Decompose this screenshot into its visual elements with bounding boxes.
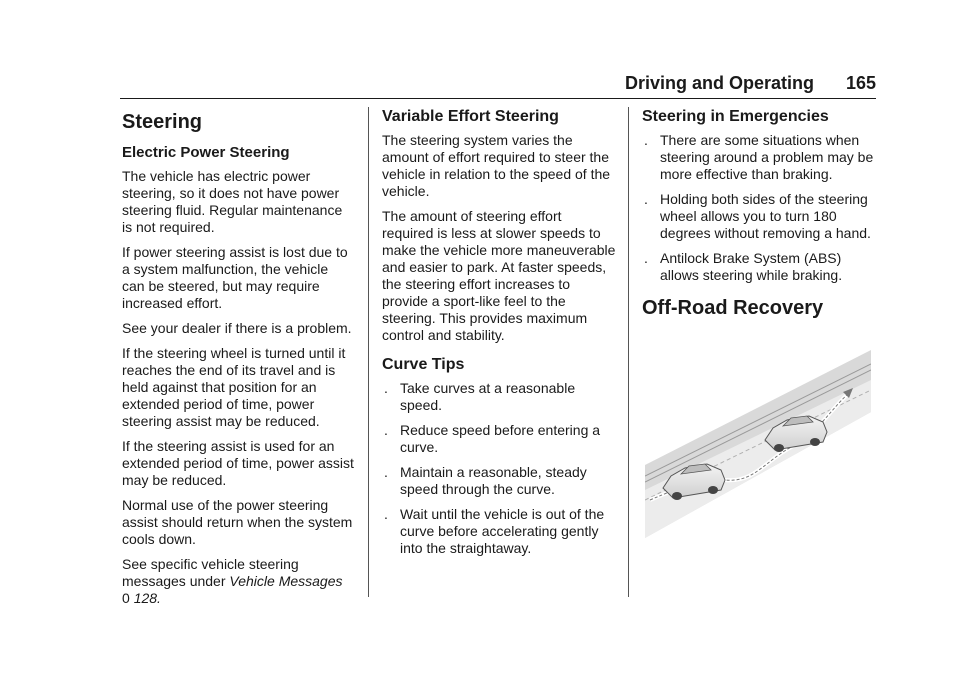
bullet-icon: . xyxy=(384,506,388,522)
column-steering xyxy=(122,108,354,615)
list-item-text: There are some situations when steering around a problem may be more effective than braking. xyxy=(660,132,874,182)
paragraph: The steering system varies the amount of effort required to steer the vehicle in relation to the speed of the vehicle. xyxy=(382,132,611,199)
column-variable-effort xyxy=(382,108,616,565)
xref-page-link[interactable]: 128. xyxy=(133,590,161,606)
page-number: 165 xyxy=(845,73,876,93)
paragraph: If the steering wheel is turned until it reaches the end of its travel and is held against that position for an extended period of time, power steering assist may be reduced. xyxy=(122,345,346,429)
bullet-icon: . xyxy=(384,422,388,438)
off-road-recovery-illustration xyxy=(645,350,871,538)
paragraph: If the steering assist is used for an extended period of time, power assist may be reduced. xyxy=(122,438,354,488)
xref-arrow-icon: 0 xyxy=(122,590,130,606)
heading-off-road-recovery: Off-Road Recovery xyxy=(642,297,824,319)
list-item xyxy=(642,132,878,183)
bullet-icon: . xyxy=(384,380,388,396)
xref-vehicle-messages-link[interactable]: Vehicle Messages xyxy=(229,573,343,589)
list-item xyxy=(382,506,616,557)
paragraph: Normal use of the power steering assist should return when the system cools down. xyxy=(122,497,353,547)
paragraph: See your dealer if there is a problem. xyxy=(122,320,352,336)
list-item xyxy=(382,380,616,414)
bullet-icon: . xyxy=(644,191,648,207)
list-item-text: Reduce speed before entering a curve. xyxy=(400,422,601,455)
page-header xyxy=(120,72,876,99)
bullet-icon: . xyxy=(644,250,648,266)
heading-steering-in-emergencies: Steering in Emergencies xyxy=(642,108,829,125)
curve-tips-list xyxy=(382,380,616,557)
column-divider xyxy=(628,107,629,597)
list-item xyxy=(642,191,878,242)
list-item-text: Wait until the vehicle is out of the curve before accelerating gently into the straightaway. xyxy=(400,506,605,556)
list-item-text: Antilock Brake System (ABS) allows steering while braking. xyxy=(660,250,843,283)
list-item xyxy=(642,250,878,284)
paragraph-vehicle-messages xyxy=(122,556,354,607)
list-item xyxy=(382,464,616,498)
bullet-icon: . xyxy=(644,132,648,148)
list-item-text: Maintain a reasonable, steady speed through the curve. xyxy=(400,464,587,497)
heading-steering: Steering xyxy=(122,111,203,133)
paragraph: If power steering assist is lost due to a system malfunction, the vehicle can be steered, but may require increased effort. xyxy=(122,244,348,311)
paragraph: The amount of steering effort required is less at slower speeds to make the vehicle more maneuverable and easier to park. At faster speeds, the steering effort increases to provide a sport-like feel to the steering. This provides maximum control and stability. xyxy=(382,208,616,343)
list-item-text: Take curves at a reasonable speed. xyxy=(400,380,576,413)
bullet-icon: . xyxy=(384,464,388,480)
subheading-electric-power-steering: Electric Power Steering xyxy=(122,144,290,161)
paragraph: The vehicle has electric power steering, so it does not have power steering fluid. Regular maintenance is not required. xyxy=(122,168,343,235)
heading-variable-effort-steering: Variable Effort Steering xyxy=(382,108,559,125)
column-emergencies xyxy=(642,108,878,320)
list-item xyxy=(382,422,616,456)
section-title: Driving and Operating xyxy=(624,73,814,93)
column-divider xyxy=(368,107,369,597)
subheading-curve-tips: Curve Tips xyxy=(382,356,465,373)
emergencies-list xyxy=(642,132,878,284)
list-item-text: Holding both sides of the steering wheel allows you to turn 180 degrees without removing a hand. xyxy=(660,191,871,241)
paragraph-text: See specific vehicle steering messages under xyxy=(122,556,299,589)
